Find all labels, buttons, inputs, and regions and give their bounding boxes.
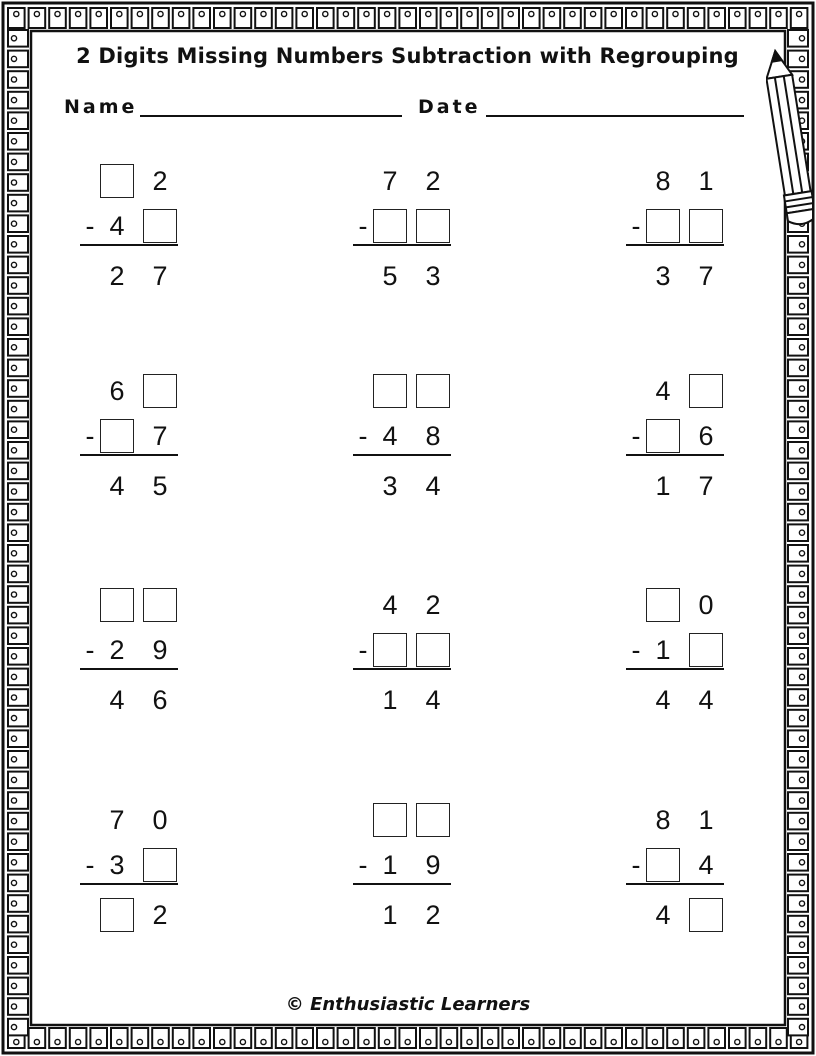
- digit-top-row-tens: 6: [109, 375, 125, 406]
- answer-line: [626, 454, 724, 456]
- digit-top-row-tens: 4: [382, 589, 398, 620]
- answer-box-bottom-row-tens[interactable]: [646, 209, 680, 243]
- digit-bottom-row-tens: 1: [655, 634, 671, 665]
- subtraction-problem-8: [353, 588, 493, 715]
- digit-top-row-ones: 0: [152, 804, 168, 835]
- subtraction-problem-5: [353, 374, 493, 501]
- answer-box-answer-row-tens[interactable]: [100, 898, 134, 932]
- answer-box-top-row-tens[interactable]: [100, 588, 134, 622]
- digit-answer-row-tens: 4: [655, 899, 671, 930]
- name-label: Name: [64, 96, 138, 118]
- answer-line: [80, 454, 178, 456]
- answer-line: [626, 668, 724, 670]
- digit-answer-row-ones: 7: [152, 260, 168, 291]
- pencil-icon: [766, 46, 812, 231]
- digit-answer-row-tens: 1: [382, 899, 398, 930]
- minus-sign: -: [358, 849, 368, 880]
- answer-box-top-row-ones[interactable]: [689, 374, 723, 408]
- digit-top-row-ones: 2: [425, 589, 441, 620]
- digit-bottom-row-ones: 8: [425, 420, 441, 451]
- minus-sign: -: [631, 210, 641, 241]
- subtraction-problem-9: [626, 588, 766, 715]
- digit-top-row-ones: 1: [698, 165, 714, 196]
- answer-box-top-row-tens[interactable]: [373, 803, 407, 837]
- answer-line: [80, 668, 178, 670]
- date-line: [486, 115, 744, 117]
- digit-answer-row-ones: 7: [698, 260, 714, 291]
- answer-box-bottom-row-tens[interactable]: [373, 633, 407, 667]
- digit-answer-row-tens: 3: [382, 470, 398, 501]
- digit-top-row-ones: 2: [152, 165, 168, 196]
- date-label: Date: [418, 96, 481, 118]
- subtraction-problem-12: [626, 803, 766, 930]
- digit-top-row-ones: 1: [698, 804, 714, 835]
- answer-line: [626, 244, 724, 246]
- minus-sign: -: [85, 210, 95, 241]
- digit-top-row-tens: 4: [655, 375, 671, 406]
- answer-box-bottom-row-ones[interactable]: [416, 209, 450, 243]
- digit-answer-row-ones: 2: [152, 899, 168, 930]
- subtraction-problem-1: [80, 164, 220, 291]
- answer-box-top-row-ones[interactable]: [143, 374, 177, 408]
- digit-top-row-tens: 7: [109, 804, 125, 835]
- answer-line: [353, 244, 451, 246]
- answer-box-bottom-row-ones[interactable]: [416, 633, 450, 667]
- digit-answer-row-ones: 4: [698, 684, 714, 715]
- digit-answer-row-tens: 4: [109, 470, 125, 501]
- subtraction-problem-4: [80, 374, 220, 501]
- answer-box-bottom-row-ones[interactable]: [143, 848, 177, 882]
- digit-answer-row-tens: 1: [655, 470, 671, 501]
- digit-bottom-row-ones: 4: [698, 849, 714, 880]
- answer-box-bottom-row-tens[interactable]: [100, 419, 134, 453]
- digit-answer-row-ones: 6: [152, 684, 168, 715]
- answer-line: [353, 454, 451, 456]
- digit-bottom-row-tens: 2: [109, 634, 125, 665]
- digit-top-row-tens: 7: [382, 165, 398, 196]
- minus-sign: -: [631, 849, 641, 880]
- subtraction-problem-7: [80, 588, 220, 715]
- digit-answer-row-ones: 7: [698, 470, 714, 501]
- minus-sign: -: [358, 420, 368, 451]
- digit-bottom-row-tens: 1: [382, 849, 398, 880]
- answer-line: [353, 883, 451, 885]
- digit-bottom-row-ones: 6: [698, 420, 714, 451]
- answer-box-bottom-row-ones[interactable]: [143, 209, 177, 243]
- answer-box-bottom-row-ones[interactable]: [689, 209, 723, 243]
- subtraction-problem-11: [353, 803, 493, 930]
- digit-answer-row-tens: 4: [109, 684, 125, 715]
- digit-answer-row-ones: 4: [425, 684, 441, 715]
- digit-bottom-row-ones: 9: [152, 634, 168, 665]
- answer-box-bottom-row-ones[interactable]: [689, 633, 723, 667]
- answer-line: [353, 668, 451, 670]
- digit-answer-row-tens: 3: [655, 260, 671, 291]
- digit-bottom-row-tens: 4: [109, 210, 125, 241]
- digit-bottom-row-tens: 4: [382, 420, 398, 451]
- answer-line: [626, 883, 724, 885]
- name-line: [140, 115, 402, 117]
- answer-box-top-row-ones[interactable]: [143, 588, 177, 622]
- worksheet-title: 2 Digits Missing Numbers Subtraction with Regrouping: [76, 44, 739, 68]
- subtraction-problem-10: [80, 803, 220, 930]
- digit-answer-row-ones: 5: [152, 470, 168, 501]
- digit-answer-row-tens: 4: [655, 684, 671, 715]
- minus-sign: -: [85, 420, 95, 451]
- subtraction-problem-2: [353, 164, 493, 291]
- digit-top-row-ones: 2: [425, 165, 441, 196]
- minus-sign: -: [85, 634, 95, 665]
- answer-box-top-row-tens[interactable]: [373, 374, 407, 408]
- digit-answer-row-ones: 2: [425, 899, 441, 930]
- digit-bottom-row-ones: 9: [425, 849, 441, 880]
- answer-box-answer-row-ones[interactable]: [689, 898, 723, 932]
- subtraction-problem-3: [626, 164, 766, 291]
- minus-sign: -: [631, 420, 641, 451]
- answer-box-top-row-tens[interactable]: [646, 588, 680, 622]
- digit-answer-row-tens: 1: [382, 684, 398, 715]
- answer-box-top-row-ones[interactable]: [416, 803, 450, 837]
- minus-sign: -: [631, 634, 641, 665]
- digit-bottom-row-ones: 7: [152, 420, 168, 451]
- answer-line: [80, 883, 178, 885]
- digit-bottom-row-tens: 3: [109, 849, 125, 880]
- digit-answer-row-ones: 4: [425, 470, 441, 501]
- minus-sign: -: [85, 849, 95, 880]
- answer-box-bottom-row-tens[interactable]: [646, 419, 680, 453]
- answer-box-top-row-tens[interactable]: [100, 164, 134, 198]
- answer-box-bottom-row-tens[interactable]: [373, 209, 407, 243]
- digit-top-row-ones: 0: [698, 589, 714, 620]
- minus-sign: -: [358, 634, 368, 665]
- answer-line: [80, 244, 178, 246]
- answer-box-bottom-row-tens[interactable]: [646, 848, 680, 882]
- answer-box-top-row-ones[interactable]: [416, 374, 450, 408]
- copyright-footer: © Enthusiastic Learners: [285, 994, 531, 1015]
- digit-top-row-tens: 8: [655, 165, 671, 196]
- digit-top-row-tens: 8: [655, 804, 671, 835]
- digit-answer-row-tens: 2: [109, 260, 125, 291]
- digit-answer-row-tens: 5: [382, 260, 398, 291]
- digit-answer-row-ones: 3: [425, 260, 441, 291]
- minus-sign: -: [358, 210, 368, 241]
- subtraction-problem-6: [626, 374, 766, 501]
